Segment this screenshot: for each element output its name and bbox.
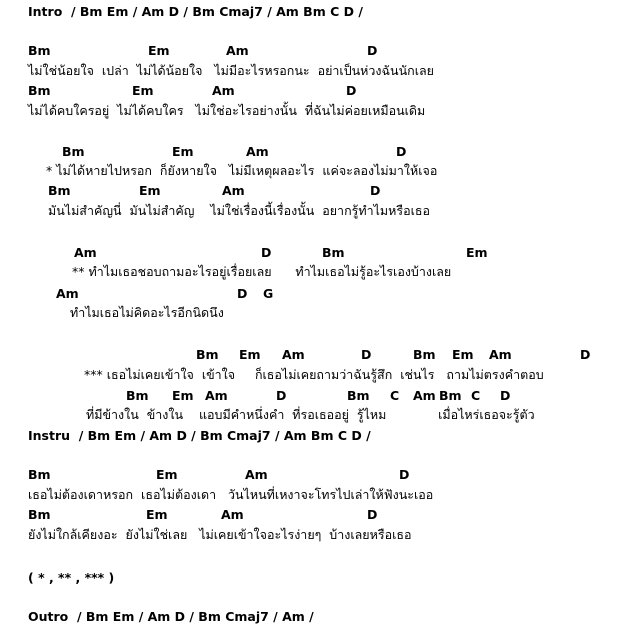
repeat-marks: ( * , ** , *** ) — [28, 570, 115, 585]
chord: D — [370, 183, 381, 198]
chord: Am — [222, 183, 245, 198]
chord: D — [237, 286, 248, 301]
chord: D — [361, 347, 372, 362]
chord: Em — [239, 347, 261, 362]
instru-line: Instru / Bm Em / Am D / Bm Cmaj7 / Am Bm C D / — [28, 428, 371, 443]
chord: Bm — [196, 347, 219, 362]
lyric-line: *** เธอไม่เคยเข้าใจ เข้าใจ ก็เธอไม่เคยถามว่าฉันรู้สึก เช่นไร ถามไม่ตรงคำตอบ — [84, 367, 544, 382]
lyric-line: ไม่ใช่น้อยใจ เปล่า ไม่ได้น้อยใจ ไม่มีอะไรหรอกนะ อย่าเป็นห่วงฉันนักเลย — [28, 63, 434, 78]
chord: Em — [466, 245, 488, 260]
chord: Em — [452, 347, 474, 362]
chord: Am — [226, 43, 249, 58]
chord: Em — [146, 507, 168, 522]
chord: Am — [282, 347, 305, 362]
chord: Em — [172, 388, 194, 403]
chord: D — [346, 83, 357, 98]
chord: C — [390, 388, 400, 403]
chord: Bm — [28, 507, 51, 522]
lyric-line: ยังไม่ใกล้เคียงอะ ยังไม่ใช่เลย ไม่เคยเข้าใจอะไรง่ายๆ บ้างเลยหรือเธอ — [28, 527, 412, 542]
lyric-line: ** ทำไมเธอชอบถามอะไรอยู่เรื่อยเลย ทำไมเธอไม่รู้อะไรเองบ้างเลย — [72, 264, 452, 279]
chord: D — [367, 507, 378, 522]
chord: Am — [246, 144, 269, 159]
chord: D — [261, 245, 272, 260]
chord: Bm — [62, 144, 85, 159]
chord: Bm — [413, 347, 436, 362]
chord: Bm — [28, 83, 51, 98]
chord: G — [263, 286, 274, 301]
lyric-line: ไม่ได้คบใครอยู่ ไม่ได้คบใคร ไม่ใช่อะไรอย่างนั้น ที่ฉันไม่ค่อยเหมือนเดิม — [28, 103, 426, 118]
chord: Bm — [439, 388, 462, 403]
chord: Am — [56, 286, 79, 301]
chord: D — [367, 43, 378, 58]
chord: C — [471, 388, 481, 403]
lyric-line: มันไม่สำคัญนี่ มันไม่สำคัญ ไม่ใช่เรื่องนี้เรื่องนั้น อยากรู้ทำไมหรือเธอ — [48, 203, 431, 218]
chord: Am — [212, 83, 235, 98]
chord: Bm — [126, 388, 149, 403]
lyric-line: * ไม่ได้หายไปหรอก ก็ยังหายใจ ไม่มีเหตุผลอะไร แค่จะลองไม่มาให้เจอ — [46, 163, 438, 178]
chord: Am — [413, 388, 436, 403]
chord: Am — [245, 467, 268, 482]
chord: D — [500, 388, 511, 403]
chord: Am — [205, 388, 228, 403]
lyric-line: ที่มีข้างใน ข้างใน แอบมีคำหนึ่งคำ ที่รอเธออยู่ รู้ไหม เมื่อไหร่เธอจะรู้ตัว — [86, 407, 535, 422]
chord: Bm — [28, 467, 51, 482]
chord: Bm — [48, 183, 71, 198]
lyric-line: ทำไมเธอไม่คิดอะไรอีกนิดนึง — [70, 305, 224, 320]
chord: Bm — [28, 43, 51, 58]
chord: Am — [489, 347, 512, 362]
chord: Em — [132, 83, 154, 98]
chord: Bm — [322, 245, 345, 260]
chord: D — [399, 467, 410, 482]
chord: Am — [74, 245, 97, 260]
chord: Am — [221, 507, 244, 522]
chord: D — [580, 347, 591, 362]
outro-line: Outro / Bm Em / Am D / Bm Cmaj7 / Am / — [28, 609, 314, 624]
chord: Em — [148, 43, 170, 58]
chord: D — [276, 388, 287, 403]
lyric-line: เธอไม่ต้องเดาหรอก เธอไม่ต้องเดา วันไหนที่เหงาจะโทรไปเล่าให้ฟังนะเออ — [28, 487, 434, 502]
chord: Em — [156, 467, 178, 482]
chord: Bm — [347, 388, 370, 403]
chord: Em — [139, 183, 161, 198]
intro-line: Intro / Bm Em / Am D / Bm Cmaj7 / Am Bm C D / — [28, 4, 363, 19]
chord: Em — [172, 144, 194, 159]
chord: D — [396, 144, 407, 159]
